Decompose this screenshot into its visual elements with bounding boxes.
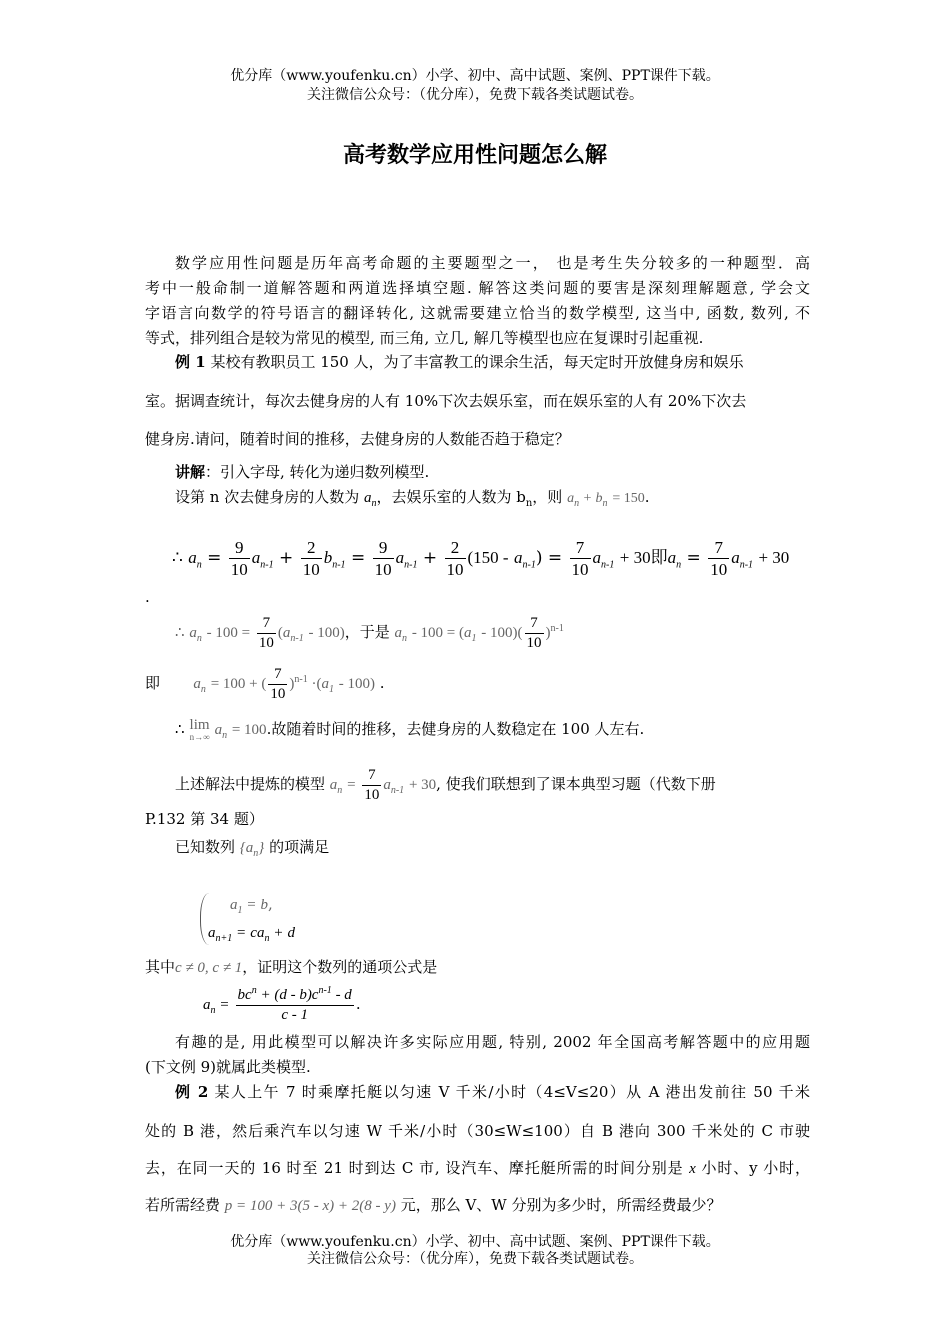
system-eq-2: $a_{n+1} = ca_n + d$ bbox=[208, 925, 295, 944]
interest-line-1: 有趣的是, 用此模型可以解决许多实际应用题, 特别, 2002 年全国高考解答题中的应用题 bbox=[175, 1033, 810, 1051]
known-sequence: 已知数列 $\{a_n\}$ 的项满足 bbox=[175, 838, 330, 859]
interest-line-2: (下文例 9)就属此类模型. bbox=[145, 1058, 311, 1076]
frac-2-10-b: $\frac{2}{10}$ bbox=[446, 538, 464, 579]
ex1-label: 例 1 bbox=[175, 353, 206, 371]
intro-line-1: 数学应用性问题是历年高考命题的主要题型之一， 也是考生失分较多的一种题型．高 bbox=[175, 254, 810, 272]
ex2-line-2: 处的 B 港，然后乘汽车以匀速 W 千米/小时（30≤W≤100）自 B 港向 300 千米处的 C 市驶 bbox=[145, 1122, 810, 1140]
frac-9-10: $\frac{9}{10}$ bbox=[230, 538, 248, 579]
equation-period: . bbox=[145, 588, 150, 606]
ex1-line-1 bbox=[175, 351, 810, 373]
sol1-intro bbox=[175, 461, 810, 483]
ex2-line-3: 去，在同一天的 16 时至 21 时到达 C 市, 设汽车、摩托艇所需的时间分别是 x 小时、y 小时， bbox=[145, 1159, 810, 1177]
ex1-line-3: 健身房.请问，随着时间的推移，去健身房的人数能否趋于稳定？ bbox=[145, 430, 570, 448]
ex2-line-4: 若所需经费 p = 100 + 3(5 - x) + 2(8 - y) 元，那么 V、W 分别为多少时，所需经费最少？ bbox=[145, 1196, 722, 1214]
footer-line-2: 关注微信公众号：（优分库），免费下载各类试题试卷。 bbox=[307, 1251, 643, 1267]
page-title: 高考数学应用性问题怎么解 bbox=[342, 143, 607, 168]
therefore-symbol-1: ∴ bbox=[172, 548, 183, 567]
frac-7-10-b: $\frac{7}{10}$ bbox=[710, 538, 728, 579]
sol1-intro-text: ：引入字母, 转化为递归数列模型. bbox=[205, 463, 430, 481]
setup-text-a: 设第 n 次去健身房的人数为 bbox=[175, 488, 364, 506]
ex1-line-2: 室。据调查统计，每次去健身房的人有 10%下次去娱乐室，而在娱乐室的人有 20%下次去 bbox=[145, 392, 747, 410]
model-line-2: P.132 第 34 题） bbox=[145, 810, 264, 828]
sol1-label: 讲解 bbox=[175, 463, 206, 481]
frac-9-10-b: $\frac{9}{10}$ bbox=[374, 538, 392, 579]
condition-line: 其中c ≠ 0, c ≠ 1，证明这个数列的通项公式是 bbox=[145, 958, 438, 976]
system-eq-1: $a_1 = b$, bbox=[230, 895, 273, 916]
ex1-text-1: 某校有教职员工 150 人，为了丰富教工的课余生活，每天定时开放健身房和娱乐 bbox=[205, 353, 744, 371]
ex2-line-1: 例 2 某人上午 7 时乘摩托艇以匀速 V 千米/小时（4≤V≤20）从 A 港出发前往 50 千米 bbox=[175, 1083, 810, 1101]
diff-equation: ∴ $a_n - 100$ = $\frac{7}{10}$ $(a_{n-1} - 100)$，于是 $a_n - 100 = (a_1 - 100)$( $\frac{7}{10}$ )$^{n-1}$ bbox=[175, 614, 564, 651]
intro-line-2: 考中一般命制一道解答题和两道选择填空题. 解答这类问题的要害是深刻理解题意, 学会文 bbox=[145, 279, 810, 297]
limit-line: ∴ lim n→∞ $a_n = 100$.故随着时间的推移，去健身房的人数稳定在 100 人左右. bbox=[175, 717, 645, 742]
closed-form: 即 $a_n = 100$ + ( $\frac{7}{10}$ )$^{n-1} \cdot(a_1 - 100)$ . bbox=[145, 665, 385, 702]
intro-line-4: 等式，排列组合是较为常见的模型, 而三角, 立几, 解几等模型也应在复课时引起重视. bbox=[145, 329, 704, 347]
header-line-2: 关注微信公众号：（优分库），免费下载各类试题试卷。 bbox=[307, 87, 643, 103]
var-an: $a_n$ bbox=[363, 490, 377, 509]
sum-eq-value: = 150 bbox=[612, 491, 645, 506]
frac-7-10: $\frac{7}{10}$ bbox=[571, 538, 589, 579]
ex2-label: 例 2 bbox=[175, 1083, 209, 1101]
model-line-1: 上述解法中提炼的模型 $a_n$ = $\frac{7}{10}$ $a_{n-1} + 30$, 使我们联想到了课本典型习题（代数下册 bbox=[175, 766, 716, 803]
intro-line-3: 字语言向数学的符号语言的翻译转化, 这就需要建立恰当的数学模型, 这当中, 函数, 数列, 不 bbox=[145, 304, 810, 322]
header-line-1: 优分库（www.youfenku.cn）小学、初中、高中试题、案例、PPT课件下载。 bbox=[230, 68, 720, 84]
recurrence-equation: ∴ $a_n$ = $\frac{9}{10}$ $a_{n-1}$ + $\frac{2}{10}$ $b_{n-1}$ = $\frac{9}{10}$ $a_{n-1}$ + $\frac{2}{10}$ $(150 - a_{n-1})$ = $\frac{7}{10}$ $a_{n-1} + 30$即$a_n$ = $\frac{7}{10}$ $a_{n-1} + 30$ bbox=[172, 538, 790, 579]
sum-eq-left: $a_n + b_n$ bbox=[567, 491, 608, 509]
sol1-setup: 设第 n 次去健身房的人数为 $a_n$，去娱乐室的人数为 $b_n$，则 $a_n + b_n = 150$. bbox=[175, 488, 650, 509]
setup-text-b: ，去娱乐室的人数为 b bbox=[376, 488, 526, 506]
frac-2-10: $\frac{2}{10}$ bbox=[302, 538, 320, 579]
setup-text-c: ，则 bbox=[532, 488, 568, 506]
general-formula: $a_n$ = $\frac{bc^n + (d - b)c^{n-1} - d}{c - 1}$ . bbox=[203, 984, 361, 1023]
footer-line-1: 优分库（www.youfenku.cn）小学、初中、高中试题、案例、PPT课件下载。 bbox=[230, 1234, 720, 1250]
